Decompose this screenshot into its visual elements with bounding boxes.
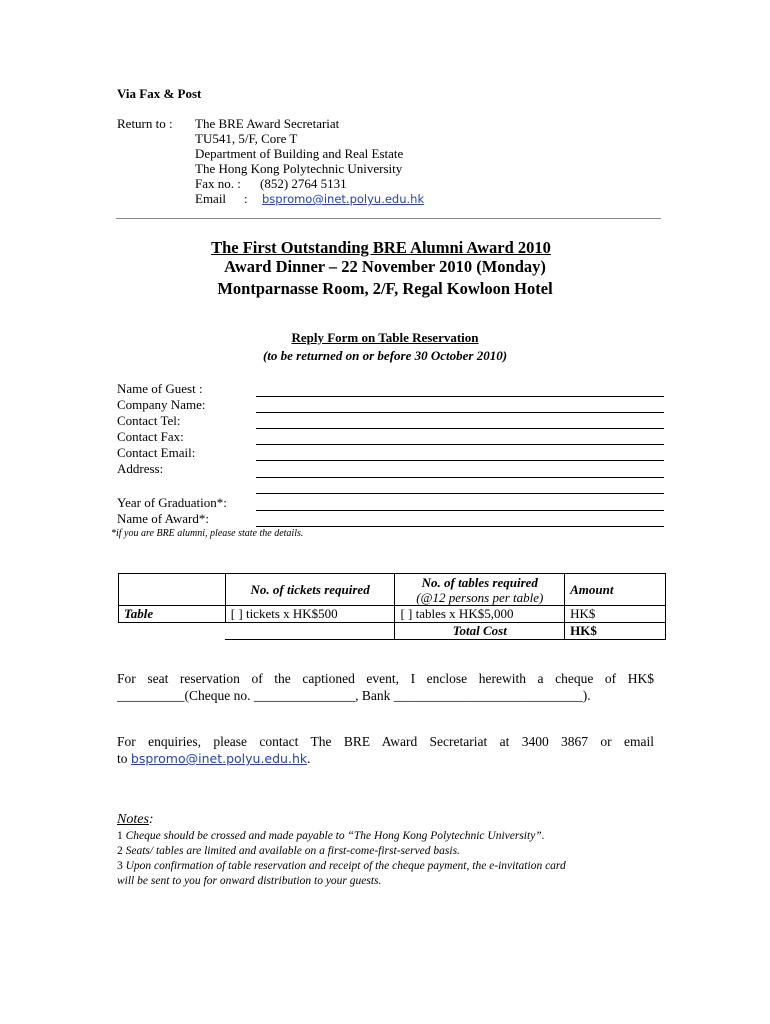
notes-title bbox=[117, 812, 154, 828]
fax-label: Fax no. : bbox=[195, 176, 241, 191]
note-text: Cheque should be crossed and made payable to “The Hong Kong Polytechnic University”. bbox=[125, 830, 545, 842]
event-title: The First Outstanding BRE Alumni Award 2010 bbox=[211, 238, 551, 257]
address-line: The BRE Award Secretariat bbox=[195, 116, 340, 131]
table-row bbox=[119, 606, 666, 623]
header-tables-title: No. of tables required bbox=[421, 574, 538, 590]
field-label-tel: Contact Tel: bbox=[117, 413, 181, 428]
event-date: Award Dinner – 22 November 2010 (Monday) bbox=[224, 257, 546, 276]
header-tables-note: (@12 persons per table) bbox=[416, 589, 544, 605]
guest-name-line[interactable] bbox=[256, 396, 664, 397]
total-cost-label: Total Cost bbox=[395, 623, 565, 640]
secretariat-email-link[interactable]: bspromo@inet.polyu.edu.hk bbox=[262, 192, 425, 206]
header-divider bbox=[116, 218, 661, 219]
address-line: The Hong Kong Polytechnic University bbox=[195, 161, 403, 176]
note-number: 2 bbox=[117, 845, 123, 857]
address-line-2[interactable] bbox=[256, 493, 664, 494]
field-label-email: Contact Email: bbox=[117, 445, 196, 460]
tables-cell[interactable]: [ ] tables x HK$5,000 bbox=[395, 606, 565, 623]
form-deadline: (to be returned on or before 30 October 2010) bbox=[262, 348, 508, 363]
total-empty-2 bbox=[225, 623, 395, 640]
address-line: TU541, 5/F, Core T bbox=[195, 131, 298, 146]
event-venue: Montparnasse Room, 2/F, Regal Kowloon Hotel bbox=[217, 279, 553, 298]
note-text: Upon confirmation of table reservation and receipt of the cheque payment, the e-invitation card bbox=[125, 860, 566, 872]
total-empty-1 bbox=[119, 623, 226, 640]
contact-tel-line[interactable] bbox=[256, 428, 664, 429]
form-heading: Reply Form on Table Reservation bbox=[291, 330, 479, 345]
award-name-line[interactable] bbox=[256, 526, 664, 527]
via-fax-post: Via Fax & Post bbox=[117, 86, 202, 101]
total-row bbox=[119, 623, 666, 640]
company-name-line[interactable] bbox=[256, 412, 664, 413]
fax-number: (852) 2764 5131 bbox=[260, 176, 347, 191]
enquiry-paragraph bbox=[117, 733, 654, 767]
enquiry-line-2 bbox=[117, 750, 654, 767]
enquiry-to: to bbox=[117, 751, 128, 766]
address-line: Department of Building and Real Estate bbox=[195, 146, 404, 161]
header-tables bbox=[395, 574, 565, 606]
graduation-year-line[interactable] bbox=[256, 510, 664, 511]
note-item-3 bbox=[117, 860, 566, 872]
field-label-award: Name of Award*: bbox=[117, 511, 209, 526]
notes-title-text: Notes bbox=[117, 812, 149, 827]
return-to-label: Return to : bbox=[117, 116, 173, 131]
enquiry-end: . bbox=[307, 751, 311, 766]
table-header-row bbox=[119, 574, 666, 606]
header-tickets: No. of tickets required bbox=[225, 574, 395, 606]
field-label-fax: Contact Fax: bbox=[117, 429, 184, 444]
alumni-footnote: *if you are BRE alumni, please state the details. bbox=[111, 528, 304, 539]
row-label-table: Table bbox=[119, 606, 226, 623]
note-item-1 bbox=[117, 830, 545, 842]
cheque-line-2: __________(Cheque no. _______________, Bank ____________________________). bbox=[117, 688, 591, 703]
tickets-cell[interactable]: [ ] tickets x HK$500 bbox=[225, 606, 395, 623]
notes-title-colon: : bbox=[148, 812, 154, 827]
amount-cell[interactable]: HK$ bbox=[565, 606, 666, 623]
note-item-2 bbox=[117, 845, 460, 857]
contact-email-line[interactable] bbox=[256, 460, 664, 461]
field-label-company: Company Name: bbox=[117, 397, 206, 412]
field-label-guest-name: Name of Guest : bbox=[117, 381, 203, 396]
field-label-graduation: Year of Graduation*: bbox=[117, 495, 227, 510]
cheque-line-1: For seat reservation of the captioned event, I enclose herewith a cheque of HK$ bbox=[117, 671, 654, 686]
total-amount-cell[interactable]: HK$ bbox=[565, 623, 666, 640]
note-number: 1 bbox=[117, 830, 123, 842]
contact-fax-line[interactable] bbox=[256, 444, 664, 445]
note-number: 3 bbox=[117, 860, 123, 872]
enquiry-email-link[interactable]: bspromo@inet.polyu.edu.hk bbox=[130, 751, 308, 766]
reservation-table bbox=[118, 573, 666, 640]
address-line-1[interactable] bbox=[256, 477, 664, 478]
cheque-paragraph bbox=[117, 670, 654, 704]
note-item-3-continued: will be sent to you for onward distribution to your guests. bbox=[117, 875, 382, 887]
enquiry-line-1: For enquiries, please contact The BRE Award Secretariat at 3400 3867 or email bbox=[117, 734, 654, 749]
field-label-address: Address: bbox=[117, 461, 164, 476]
header-empty-cell bbox=[119, 574, 226, 606]
email-label: Email bbox=[195, 191, 227, 206]
email-colon: : bbox=[244, 191, 248, 206]
note-text: Seats/ tables are limited and available on a first-come-first-served basis. bbox=[125, 845, 460, 857]
header-amount: Amount bbox=[565, 574, 666, 606]
